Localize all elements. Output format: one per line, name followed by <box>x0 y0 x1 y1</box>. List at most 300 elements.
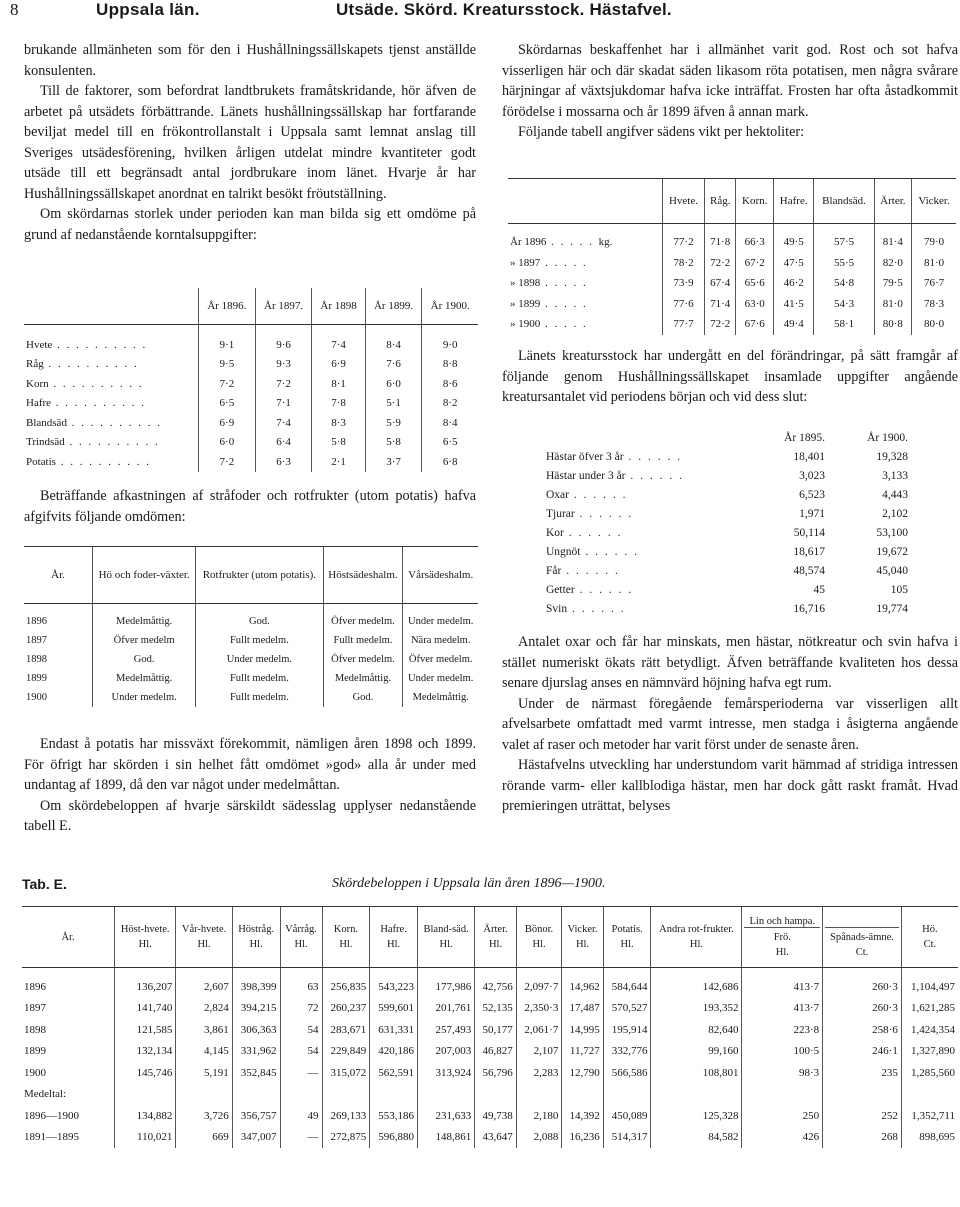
table-cell: 18,617 <box>793 545 825 558</box>
table-cell: Nära medelm. <box>403 631 478 650</box>
table-cell: 6·0 <box>365 374 422 394</box>
leader-dots: . . . . . . . . . . <box>64 436 160 449</box>
spacer-row <box>508 224 956 233</box>
page-header <box>0 0 960 26</box>
table-cell: 134,882 <box>115 1105 176 1127</box>
table-cell: 50,177 <box>475 1019 516 1041</box>
table-cell: 2,350·3 <box>516 998 562 1020</box>
leader-dots: . . . . . . . . . . <box>66 416 162 429</box>
table-cell: 1,285,560 <box>901 1062 958 1084</box>
row-label <box>508 314 663 335</box>
column-header <box>176 907 232 968</box>
column-header-text: Hö. <box>922 924 938 935</box>
column-header-text: Höst-hvete. <box>120 924 170 935</box>
row-label <box>544 599 748 618</box>
leader-dots: . . . . . . <box>569 488 628 501</box>
column-header-text: Korn. <box>333 924 358 935</box>
table-cell: 105 <box>890 583 908 596</box>
row-label <box>544 447 748 466</box>
column-header: Vårsädeshalm. <box>403 547 478 604</box>
table-row <box>22 998 958 1020</box>
table-cell: 125,328 <box>651 1105 742 1127</box>
spacer-cell <box>814 224 874 233</box>
left-column-bottom <box>24 734 476 837</box>
table-cell: 50,114 <box>793 526 825 539</box>
row-label <box>24 413 199 433</box>
table-cell: 5·1 <box>365 394 422 414</box>
table-cell: 16,716 <box>793 602 825 615</box>
table-cell: 347,007 <box>232 1127 280 1149</box>
leader-dots: . . . . . . <box>561 564 620 577</box>
row-label-text: Oxar <box>546 488 569 501</box>
table-cell: Medelmåttig. <box>93 612 196 631</box>
table-cell: 1,971 <box>799 507 825 520</box>
table-cell: 11,727 <box>562 1041 603 1063</box>
column-header <box>417 907 474 968</box>
topics-title: Utsäde. Skörd. Kreatursstock. Hästafvel. <box>336 0 672 19</box>
paragraph: Om skördebeloppen af hvarje särskildt sädesslag upplyser nedanstående tabell E. <box>24 797 476 834</box>
table-cell: 81·0 <box>912 253 956 274</box>
table-row <box>544 504 914 523</box>
table-cell: 98·3 <box>742 1062 823 1084</box>
table-cell: 268 <box>823 1127 902 1149</box>
table-cell: God. <box>93 650 196 669</box>
table-cell: God. <box>196 612 323 631</box>
table-cell: 6·8 <box>422 452 478 472</box>
korntal-table <box>24 288 478 472</box>
table-cell: 78·2 <box>663 253 705 274</box>
column-header-text: År. <box>61 931 75 943</box>
spacer-cell <box>403 604 478 613</box>
column-header: Vicker. <box>912 179 956 224</box>
leader-dots: . . . . . . . . . . <box>51 397 147 410</box>
spacer-cell <box>24 604 93 613</box>
table-cell: 256,835 <box>322 976 370 998</box>
table-cell: 5·9 <box>365 413 422 433</box>
table-cell: 49,738 <box>475 1105 516 1127</box>
spacer-cell <box>417 968 474 977</box>
table-cell: 566,586 <box>603 1062 651 1084</box>
table-cell: 82·0 <box>874 253 911 274</box>
table-cell: 283,671 <box>322 1019 370 1041</box>
table-cell: 4,443 <box>882 488 908 501</box>
table-cell: 450,089 <box>603 1105 651 1127</box>
table-cell: 42,756 <box>475 976 516 998</box>
unit-label: Hl. <box>620 939 634 950</box>
table-cell: 260,237 <box>322 998 370 1020</box>
spacer-cell <box>322 1084 370 1106</box>
unit-label: Hl. <box>138 939 152 950</box>
table-cell: 48,574 <box>793 564 825 577</box>
column-header <box>823 907 902 968</box>
column-header: År 1895. <box>784 431 825 444</box>
spacer-cell <box>516 968 562 977</box>
table-cell: 413·7 <box>742 976 823 998</box>
table-cell: 596,880 <box>370 1127 418 1149</box>
medeltal-row <box>22 1084 958 1106</box>
table-cell: 19,328 <box>876 450 908 463</box>
vikt-table <box>508 178 956 335</box>
table-cell: 1,352,711 <box>901 1105 958 1127</box>
spacer-cell <box>901 968 958 977</box>
spacer-row <box>24 604 478 613</box>
column-header: År 1900. <box>867 431 908 444</box>
unit-label: Hl. <box>775 947 789 958</box>
column-header: År 1896. <box>199 288 256 325</box>
right-column-top <box>502 40 958 143</box>
unit-label: Hl. <box>249 939 263 950</box>
column-header <box>603 907 651 968</box>
table-caption: Skördebeloppen i Uppsala län åren 1896—1900. <box>332 876 606 891</box>
table-row <box>508 273 956 294</box>
table-cell: 6·5 <box>199 394 256 414</box>
spacer-cell <box>874 224 911 233</box>
table-row <box>544 523 914 542</box>
table-cell: 78·3 <box>912 294 956 315</box>
column-header: Rotfrukter (utom potatis). <box>196 547 323 604</box>
table-cell: 18,401 <box>793 450 825 463</box>
spacer-row <box>22 968 958 977</box>
spacer-cell <box>742 968 823 977</box>
table-row <box>508 232 956 253</box>
table-cell: 65·6 <box>736 273 773 294</box>
table-cell: Medelmåttig. <box>403 688 478 707</box>
leader-dots: . . . . . . <box>563 526 623 539</box>
table-cell: 5,191 <box>176 1062 232 1084</box>
leader-dots: . . . . . . <box>574 583 634 596</box>
table-cell: 9·5 <box>199 355 256 375</box>
spacer-cell <box>115 1084 176 1106</box>
table-cell: 6·3 <box>255 452 312 472</box>
table-row <box>508 294 956 315</box>
table-cell: 45,040 <box>876 564 908 577</box>
table-cell: 145,746 <box>115 1062 176 1084</box>
row-label <box>24 355 199 375</box>
table-cell: 269,133 <box>322 1105 370 1127</box>
table-cell: 19,774 <box>876 602 908 615</box>
table-cell: 246·1 <box>823 1041 902 1063</box>
table-cell: 121,585 <box>115 1019 176 1041</box>
spacer-cell <box>508 224 663 233</box>
table-cell: 5·8 <box>312 433 365 453</box>
table-cell: 12,790 <box>562 1062 603 1084</box>
row-label: 1899 <box>26 673 47 684</box>
column-header-text: Bönor. <box>524 924 554 935</box>
section-title: Uppsala län. <box>96 0 200 19</box>
spacer-cell <box>370 968 418 977</box>
spacer-cell <box>255 325 312 336</box>
header-row <box>22 907 958 968</box>
table-cell: 669 <box>176 1127 232 1149</box>
table-cell: 79·0 <box>912 232 956 253</box>
row-label-text: » 1897 <box>510 256 541 269</box>
table-row <box>24 394 478 414</box>
group-header-spacer <box>825 916 899 928</box>
column-header-text: Höstråg. <box>238 924 275 935</box>
spacer-cell <box>232 968 280 977</box>
spacer-cell <box>365 325 422 336</box>
table-row <box>22 1127 958 1149</box>
table-cell: 8·4 <box>365 335 422 355</box>
table-cell: 132,134 <box>115 1041 176 1063</box>
paragraph: Hästafvelns utveckling har understundom varit hämmad af stridiga intressen rörande varm- eller kallblodiga hästar, men har dock gått raskt framåt. Hvad premieringen uträttat, belyses <box>502 757 958 814</box>
table-cell: 257,493 <box>417 1019 474 1041</box>
spacer-cell <box>323 604 403 613</box>
table-cell: 229,849 <box>322 1041 370 1063</box>
paragraph: Under de närmast föregående femårsperioderna var visserligen allt afvelsarbete omfattadt med varmt intresse, men stadga i åsigterna angående valet af raser och metoder har varit först under de senaste åren. <box>502 695 958 753</box>
row-label: 1900 <box>26 692 47 703</box>
row-label: 1897 <box>26 635 47 646</box>
table-cell: 313,924 <box>417 1062 474 1084</box>
paragraph: Antalet oxar och får har minskats, men hästar, nötkreatur och svin hafva i stället numeriskt ökats rätt betydligt. Äfven beträffande kvaliteten hos dessa senare djurslag anses en nämnvärd höjning hafva egt rum. <box>502 634 958 691</box>
row-label: 1896 <box>24 980 46 993</box>
column-header: Hafre. <box>773 179 814 224</box>
table-cell: Öfver medelm <box>93 631 196 650</box>
column-header: Hö och foder-växter. <box>93 547 196 604</box>
unit-label: Hl. <box>197 939 211 950</box>
table-row <box>24 413 478 433</box>
spacer-cell <box>24 325 199 336</box>
table-cell: 260·3 <box>823 976 902 998</box>
table-row <box>544 561 914 580</box>
row-label <box>544 542 748 561</box>
table-cell: 53,100 <box>876 526 908 539</box>
table-row <box>544 580 914 599</box>
row-label: 1899 <box>24 1045 46 1058</box>
tabell-e <box>22 906 958 1148</box>
spacer-cell <box>475 1084 516 1106</box>
table-cell: 7·2 <box>199 374 256 394</box>
table-row <box>24 631 478 650</box>
table-cell: 2,102 <box>882 507 908 520</box>
table-cell: 108,801 <box>651 1062 742 1084</box>
column-header-text: Vår-hvete. <box>181 924 227 935</box>
paragraph: Skördarnas beskaffenhet har i allmänhet varit god. Rost och sot hafva visserligen här och där skadat säden likasom röta potatisen, men några svårare härjningar af växtsjukdomar hafva icke inträffat. Frosten har ofta åstadkommit förödelse i mossarna och år 1899 äfven å annan mark. <box>502 42 958 120</box>
column-header: År. <box>24 547 93 604</box>
leader-dots: . . . . . <box>540 256 588 269</box>
spacer-row <box>24 325 478 336</box>
row-label: 1896 <box>26 616 47 627</box>
spacer-cell <box>562 1084 603 1106</box>
spacer-cell <box>562 968 603 977</box>
spacer-cell <box>823 1084 902 1106</box>
table-cell: 46·2 <box>773 273 814 294</box>
table-cell: 7·2 <box>199 452 256 472</box>
table-cell: 356,757 <box>232 1105 280 1127</box>
column-header-text: Hafre. <box>380 924 407 935</box>
row-label <box>508 294 663 315</box>
table-cell: 72 <box>280 998 322 1020</box>
table-cell: 73·9 <box>663 273 705 294</box>
spacer-cell <box>603 1084 651 1106</box>
table-cell: 394,215 <box>232 998 280 1020</box>
table-cell: 252 <box>823 1105 902 1127</box>
column-header <box>115 907 176 968</box>
table-cell: 141,740 <box>115 998 176 1020</box>
unit-label: Hl. <box>532 939 546 950</box>
table-cell: 570,527 <box>603 998 651 1020</box>
column-header-text: Potatis. <box>611 924 643 935</box>
table-row <box>508 314 956 335</box>
table-cell: 43,647 <box>475 1127 516 1149</box>
column-header <box>475 907 516 968</box>
table-cell: 195,914 <box>603 1019 651 1041</box>
table-cell: 46,827 <box>475 1041 516 1063</box>
row-label <box>544 504 748 523</box>
table-row <box>22 1019 958 1041</box>
table-cell: 14,962 <box>562 976 603 998</box>
table-cell: 8·2 <box>422 394 478 414</box>
table-cell: 2,097·7 <box>516 976 562 998</box>
table-cell: Under medelm. <box>196 650 323 669</box>
column-header-text: Frö. <box>773 932 791 943</box>
table-cell: 66·3 <box>736 232 773 253</box>
leader-dots: . . . . . . . . . . <box>48 377 144 390</box>
table-row <box>24 452 478 472</box>
row-label-text: Ungnöt <box>546 545 581 558</box>
table-cell: Öfver medelm. <box>323 650 403 669</box>
unit-label: Hl. <box>439 939 453 950</box>
row-label-text: Hvete <box>26 338 53 351</box>
table-cell: 3,133 <box>882 469 908 482</box>
table-cell: 7·8 <box>312 394 365 414</box>
column-header <box>280 907 322 968</box>
row-label: 1891—1895 <box>24 1131 79 1144</box>
column-header <box>651 907 742 968</box>
row-label <box>544 466 748 485</box>
column-header: År 1897. <box>255 288 312 325</box>
table-cell: 250 <box>742 1105 823 1127</box>
table-cell: 6·9 <box>199 413 256 433</box>
spacer-cell <box>22 968 115 977</box>
table-cell: — <box>280 1127 322 1149</box>
table-cell: 54·8 <box>814 273 874 294</box>
table-cell: 79·5 <box>874 273 911 294</box>
column-header: År 1900. <box>422 288 478 325</box>
table-cell: 426 <box>742 1127 823 1149</box>
table-row <box>24 433 478 453</box>
table-cell: 562,591 <box>370 1062 418 1084</box>
table-cell: Öfver medelm. <box>403 650 478 669</box>
table-cell: 8·4 <box>422 413 478 433</box>
table-cell: 6·4 <box>255 433 312 453</box>
table-row <box>24 669 478 688</box>
spacer-cell <box>475 968 516 977</box>
left-column-top <box>24 40 476 245</box>
row-label: 1898 <box>26 654 47 665</box>
table-cell: 420,186 <box>370 1041 418 1063</box>
paragraph: Länets kreatursstock har undergått en del förändringar, på sätt framgår af följande genom Hushållningssällskapet insamlade uppgifter angående kreatursantalet vid periodens början och vid dess slut: <box>502 348 958 405</box>
row-label-text: År 1896 <box>510 236 547 249</box>
table-row <box>24 355 478 375</box>
table-cell: 16,236 <box>562 1127 603 1149</box>
spacer-cell <box>912 224 956 233</box>
row-label-text: Potatis <box>26 455 56 468</box>
unit-label: Ct. <box>855 947 869 958</box>
column-header: Råg. <box>705 179 736 224</box>
table-cell: 17,487 <box>562 998 603 1020</box>
leader-dots: . . . . . . <box>574 507 634 520</box>
table-cell: Fullt medelm. <box>196 669 323 688</box>
table-cell: 1,104,497 <box>901 976 958 998</box>
table-cell: 398,399 <box>232 976 280 998</box>
table-cell: 76·7 <box>912 273 956 294</box>
column-header <box>562 907 603 968</box>
table-cell: 9·0 <box>422 335 478 355</box>
table-cell: 231,633 <box>417 1105 474 1127</box>
table-cell: 49·5 <box>773 232 814 253</box>
table-cell: 177,986 <box>417 976 474 998</box>
table-cell: 77·2 <box>663 232 705 253</box>
table-cell: Medelmåttig. <box>323 669 403 688</box>
table-cell: 260·3 <box>823 998 902 1020</box>
table-row <box>544 447 914 466</box>
table-cell: 82,640 <box>651 1019 742 1041</box>
table-cell: 67·4 <box>705 273 736 294</box>
column-header <box>232 907 280 968</box>
column-header-text: Spånads-ämne. <box>830 932 894 943</box>
spacer-cell <box>322 968 370 977</box>
table-cell: 2,180 <box>516 1105 562 1127</box>
table-cell: 1,424,354 <box>901 1019 958 1041</box>
table-cell: 54 <box>280 1041 322 1063</box>
table-cell: 14,995 <box>562 1019 603 1041</box>
table-cell: 6·5 <box>422 433 478 453</box>
table-cell: 63·0 <box>736 294 773 315</box>
row-label-text: Korn <box>26 377 49 390</box>
table-cell: 54·3 <box>814 294 874 315</box>
table-row <box>22 1105 958 1127</box>
table-cell: 7·4 <box>312 335 365 355</box>
table-cell: 6,523 <box>799 488 825 501</box>
table-cell: 2,607 <box>176 976 232 998</box>
paragraph: Endast å potatis har missväxt förekommit, nämligen åren 1898 och 1899. För öfrigt har skörden i sin helhet fått omdömet »god» alla år under med undantag af 1899, då den var något under medelmåttan. <box>24 736 476 793</box>
row-label-text: Getter <box>546 583 575 596</box>
table-row <box>24 650 478 669</box>
table-cell: 898,695 <box>901 1127 958 1149</box>
table-cell: Under medelm. <box>93 688 196 707</box>
table-cell: Öfver medelm. <box>323 612 403 631</box>
table-cell: 5·8 <box>365 433 422 453</box>
table-row <box>24 374 478 394</box>
spacer-cell <box>232 1084 280 1106</box>
row-label-text: Blandsäd <box>26 416 67 429</box>
table-cell: 272,875 <box>322 1127 370 1149</box>
column-header-text: Vårråg. <box>285 924 317 935</box>
row-label: 1897 <box>24 1002 46 1015</box>
table-cell: 631,331 <box>370 1019 418 1041</box>
unit-label: Hl. <box>339 939 353 950</box>
row-label <box>24 452 199 472</box>
row-label <box>24 335 199 355</box>
table-row <box>22 1041 958 1063</box>
table-cell: 2·1 <box>312 452 365 472</box>
column-header: Korn. <box>736 179 773 224</box>
unit-label: Hl. <box>575 939 590 950</box>
leader-dots: . . . . . <box>546 236 599 249</box>
spacer-cell <box>663 224 705 233</box>
row-label-text: Råg <box>26 358 44 371</box>
table-cell: — <box>280 1062 322 1084</box>
table-cell: 77·7 <box>663 314 705 335</box>
unit-label: Hl. <box>294 939 308 950</box>
column-header: År 1899. <box>365 288 422 325</box>
spacer-cell <box>199 325 256 336</box>
table-row <box>508 253 956 274</box>
table-cell: 19,672 <box>876 545 908 558</box>
row-label: 1900 <box>24 1066 46 1079</box>
table-row <box>22 1062 958 1084</box>
